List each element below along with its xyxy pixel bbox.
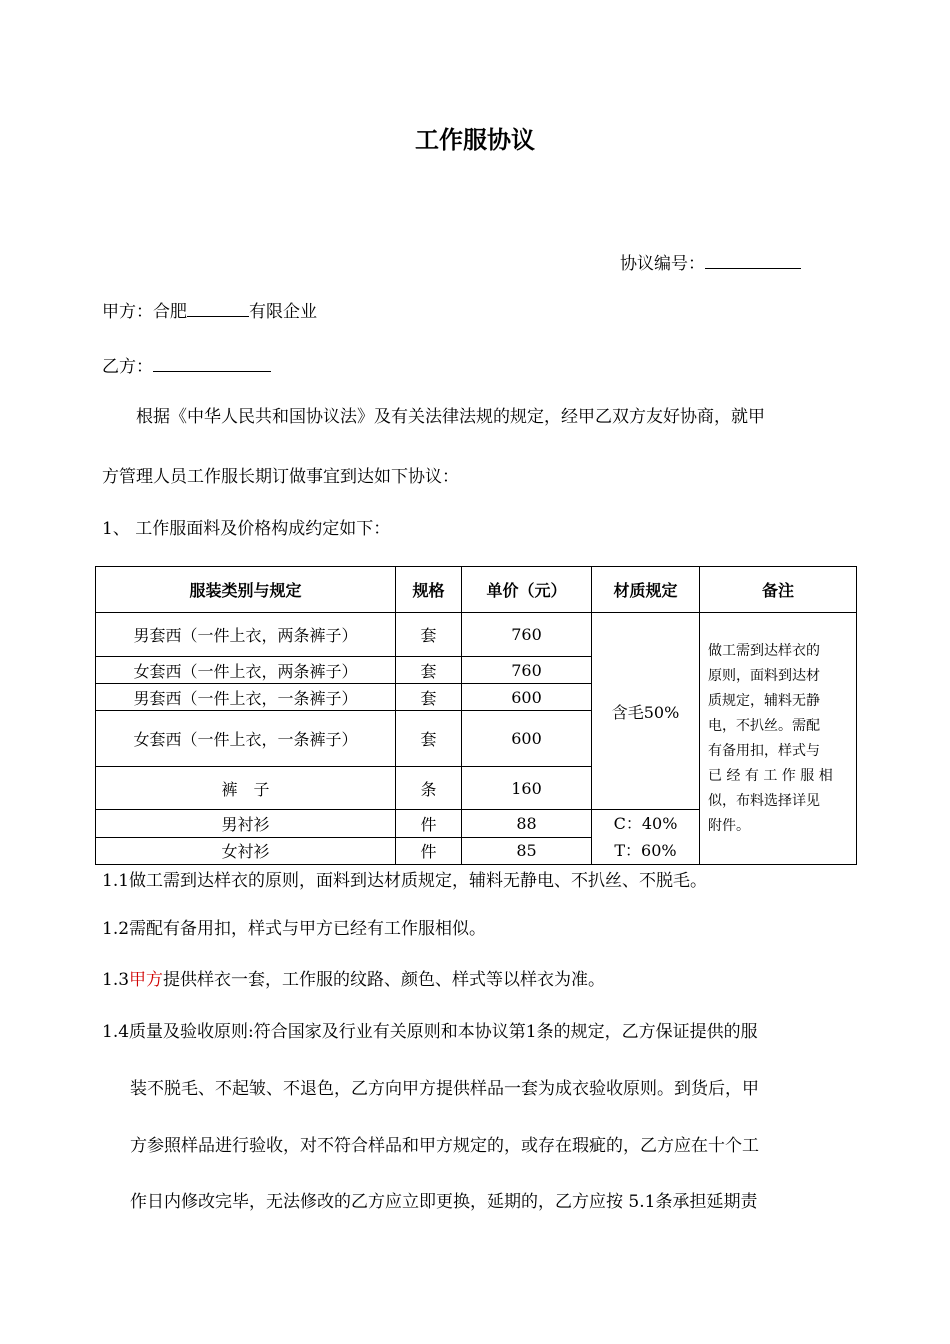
note-line: 电，不扒丝。需配 xyxy=(708,717,820,734)
note-cell xyxy=(700,613,857,865)
header-note: 备注 xyxy=(700,567,857,613)
unit-cell: 套 xyxy=(396,684,462,711)
item-cell: 女套西（一件上衣，一条裤子） xyxy=(96,711,396,767)
clause-1-3-number: 1.3 xyxy=(102,970,130,990)
party-b xyxy=(102,355,271,378)
header-unit: 规格 xyxy=(396,567,462,613)
intro-line-1: 根据《中华人民共和国协议法》及有关法律法规的规定，经甲乙双方友好协商，就甲 xyxy=(136,407,765,427)
document-title: 工作服协议 xyxy=(415,126,535,154)
item-cell: 男套西（一件上衣，两条裤子） xyxy=(96,613,396,657)
agreement-number-label: 协议编号： xyxy=(620,254,705,274)
unit-cell: 件 xyxy=(396,810,462,838)
unit-cell: 套 xyxy=(396,657,462,684)
note-line: 做工需到达样衣的 xyxy=(708,642,820,659)
item-cell: 女衬衫 xyxy=(96,837,396,865)
party-a-label: 甲方： xyxy=(102,302,153,322)
header-material: 材质规定 xyxy=(592,567,700,613)
clause-1-4-line: 方参照样品进行验收，对不符合样品和甲方规定的，或存在瑕疵的，乙方应在十个工 xyxy=(130,1136,759,1156)
agreement-number xyxy=(620,252,801,275)
party-b-label: 乙方： xyxy=(102,357,153,377)
note-line: 有备用扣，样式与 xyxy=(708,742,820,759)
party-a xyxy=(102,300,317,323)
price-cell: 160 xyxy=(462,767,592,810)
price-cell: 600 xyxy=(462,684,592,711)
clause-1-3 xyxy=(102,969,605,991)
price-cell: 88 xyxy=(462,810,592,838)
price-table xyxy=(95,566,857,865)
clause-1-3-text: 提供样衣一套，工作服的纹路、颜色、样式等以样衣为准。 xyxy=(163,970,606,990)
table-row xyxy=(96,613,857,657)
unit-cell: 件 xyxy=(396,837,462,865)
item-cell: 男套西（一件上衣，一条裤子） xyxy=(96,684,396,711)
clause-1-4-line: 作日内修改完毕，无法修改的乙方应立即更换，延期的，乙方应按 5.1条承担延期责 xyxy=(130,1192,758,1212)
party-b-blank xyxy=(153,355,271,372)
clause-1-2: 1.2需配有备用扣，样式与甲方已经有工作服相似。 xyxy=(102,919,487,939)
material-ct-line-1: C：40% xyxy=(613,814,678,833)
clause-1-1: 1.1做工需到达样衣的原则，面料到达材质规定，辅料无静电、不扒丝、不脱毛。 xyxy=(102,871,708,891)
agreement-number-blank xyxy=(705,252,801,269)
price-cell: 760 xyxy=(462,613,592,657)
party-a-prefix: 合肥 xyxy=(153,302,187,322)
material-ct-cell xyxy=(592,810,700,865)
clause-1-4-line: 1.4质量及验收原则:符合国家及行业有关原则和本协议第1条的规定，乙方保证提供的服 xyxy=(102,1022,758,1042)
price-cell: 85 xyxy=(462,837,592,865)
unit-cell: 套 xyxy=(396,711,462,767)
note-line: 似，布料选择详见 xyxy=(708,792,820,809)
section-1-heading: 1、 工作服面料及价格构成约定如下： xyxy=(102,519,391,539)
note-line: 质规定，辅料无静 xyxy=(708,692,820,709)
material-ct-line-2: T：60% xyxy=(614,841,677,860)
item-cell: 男衬衫 xyxy=(96,810,396,838)
note-line: 已 经 有 工 作 服 相 xyxy=(708,767,833,784)
clause-1-3-highlight: 甲方 xyxy=(129,970,164,990)
price-cell: 600 xyxy=(462,711,592,767)
item-cell: 女套西（一件上衣，两条裤子） xyxy=(96,657,396,684)
intro-line-2: 方管理人员工作服长期订做事宜到达如下协议： xyxy=(102,467,459,487)
unit-cell: 套 xyxy=(396,613,462,657)
price-cell: 760 xyxy=(462,657,592,684)
party-a-suffix: 有限企业 xyxy=(249,302,317,322)
note-line: 附件。 xyxy=(708,817,750,834)
material-wool-cell: 含毛50% xyxy=(592,613,700,810)
item-cell: 裤 子 xyxy=(96,767,396,810)
clause-1-4-line: 装不脱毛、不起皱、不退色，乙方向甲方提供样品一套为成衣验收原则。到货后，甲 xyxy=(130,1079,759,1099)
header-category: 服装类别与规定 xyxy=(96,567,396,613)
table-header-row xyxy=(96,567,857,613)
unit-cell: 条 xyxy=(396,767,462,810)
party-a-blank xyxy=(187,300,249,317)
note-line: 原则，面料到达材 xyxy=(708,667,820,684)
header-price: 单价（元） xyxy=(462,567,592,613)
